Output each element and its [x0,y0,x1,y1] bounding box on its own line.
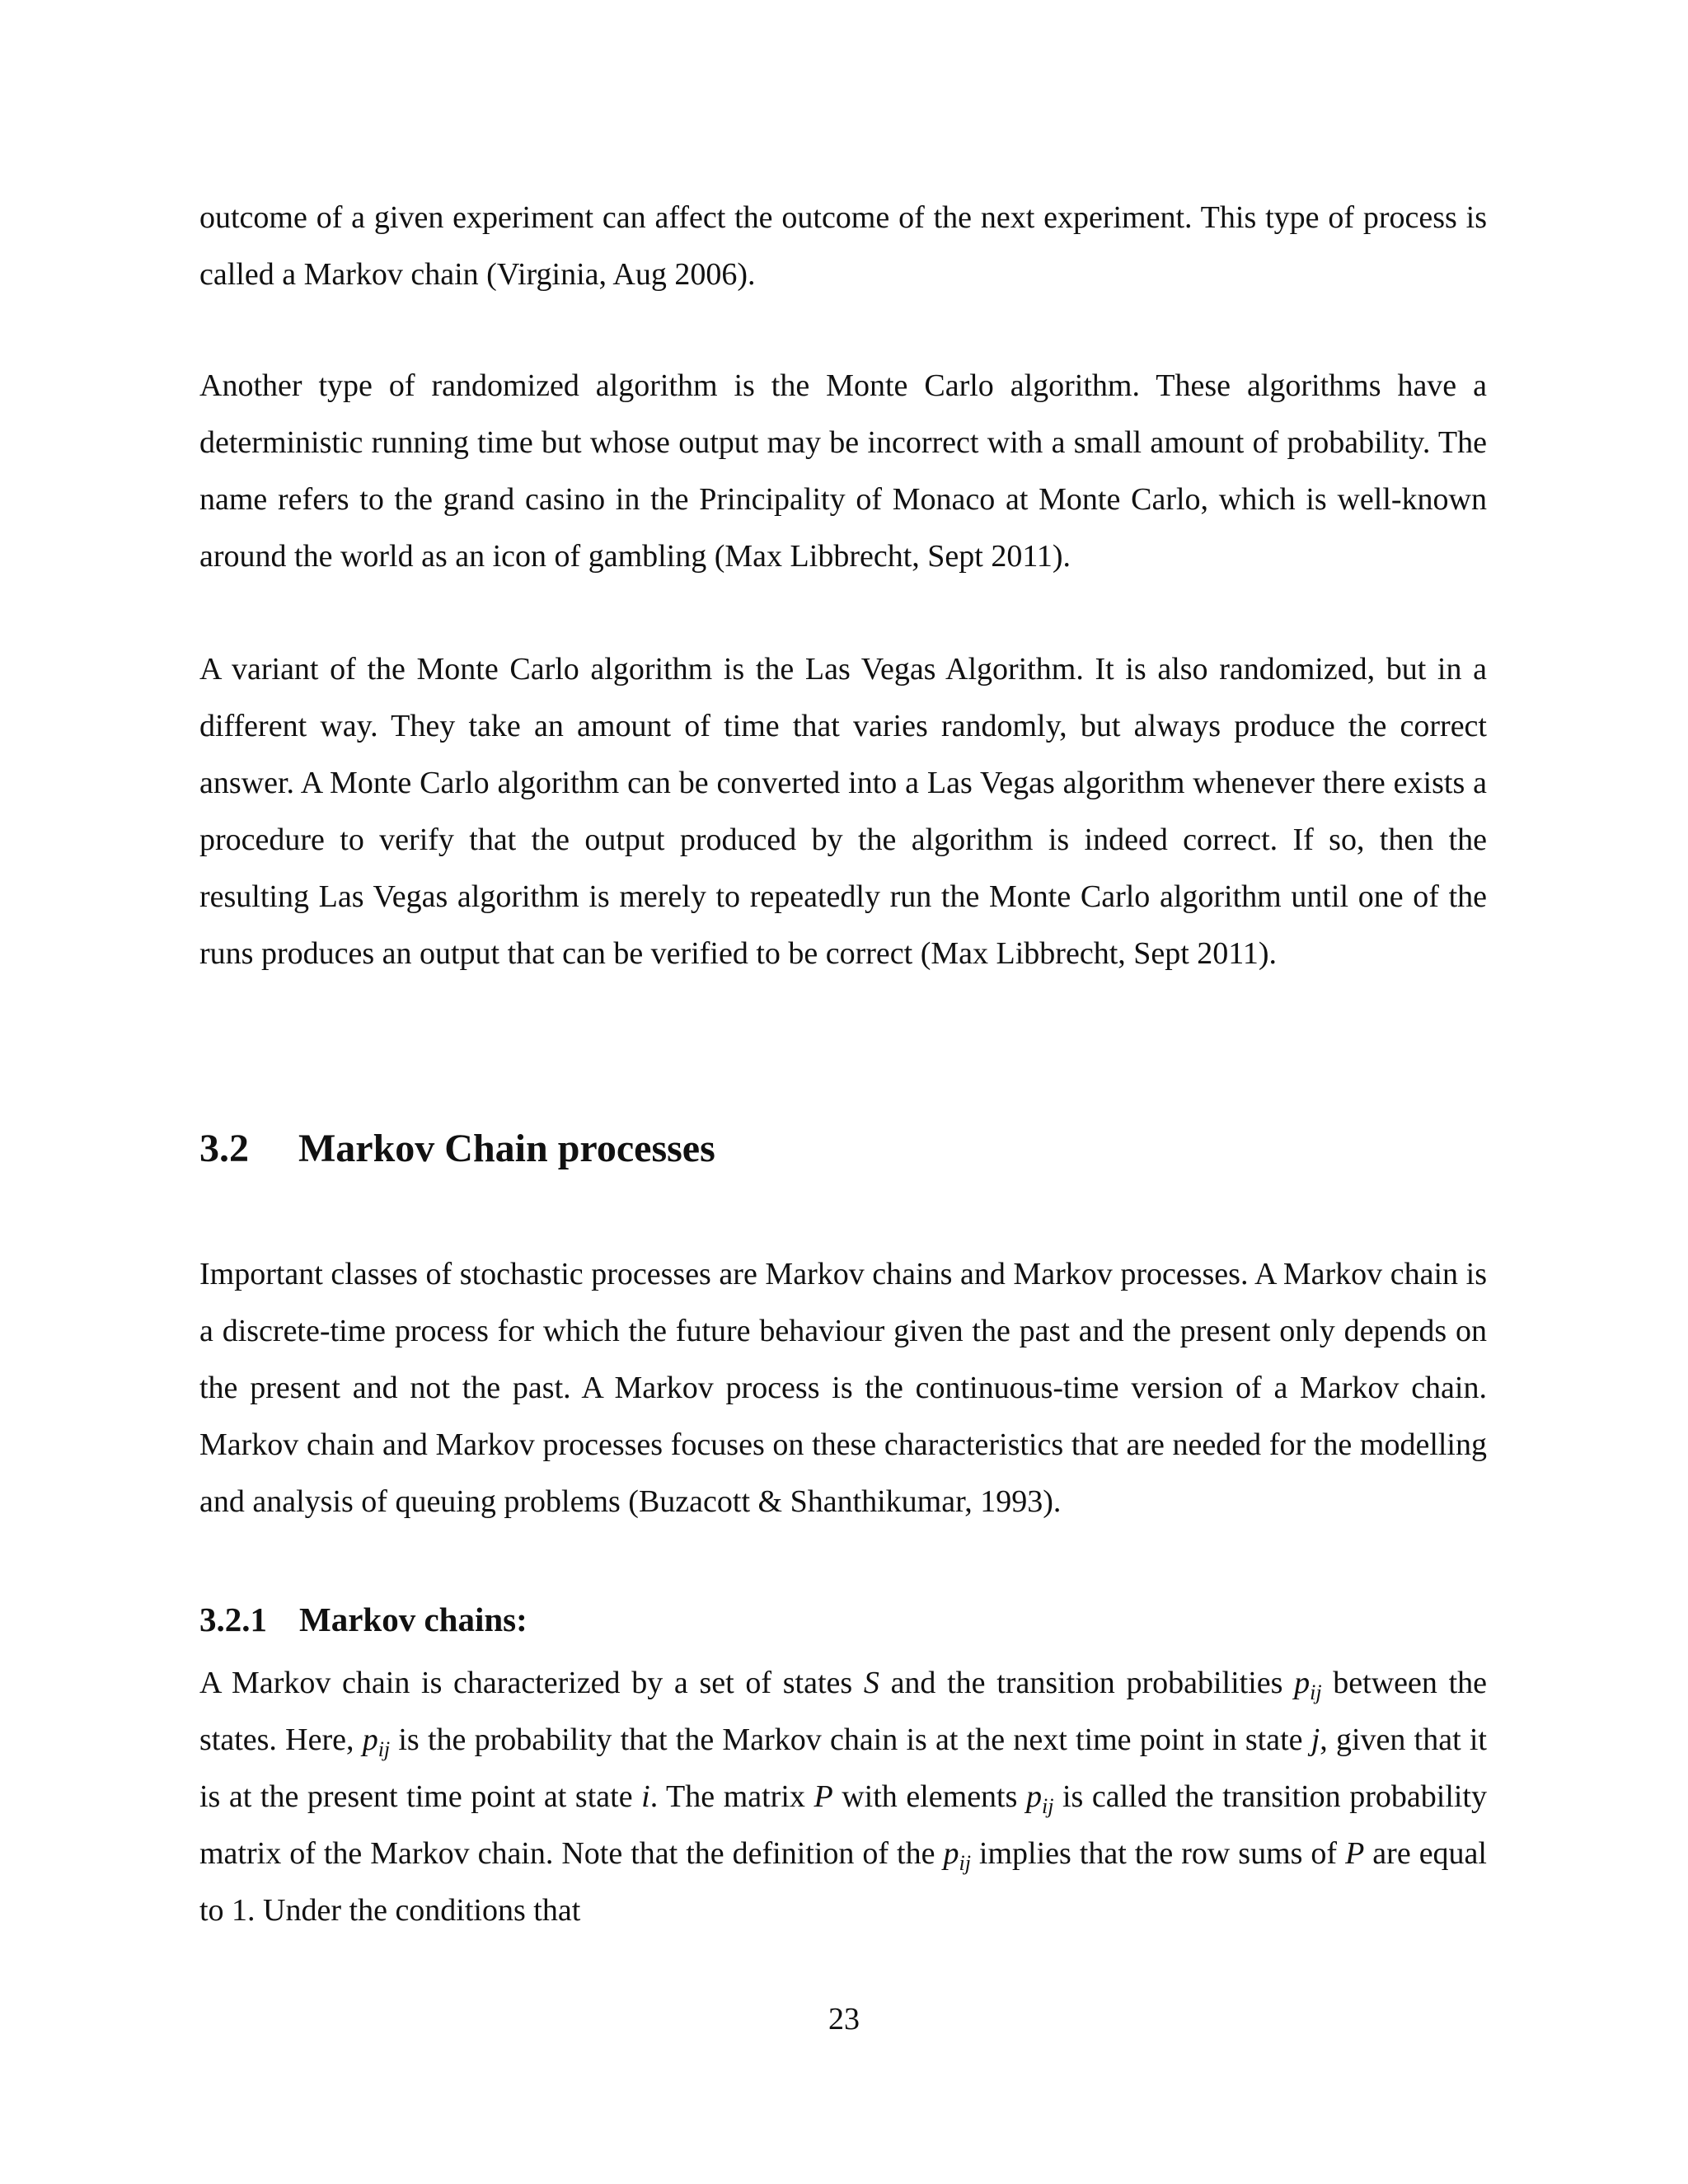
section-heading [199,1124,1487,1174]
subsection-number: 3.2.1 [199,1601,267,1638]
paragraph-text: A Markov chain is characterized by a set of states S and the transition probabilities $p_{ij}$ between the states. Here, $p_{ij}$ is the probability that the Markov chain is at the next time point in state j, given that it is at the present time point at state i. The matrix P with elements $p_{ij}$ is called the transition probability matrix of the Markov chain. Note that the definition of the $p_{ij}$ implies that the row sums of P are equal to 1. Under the conditions that [199,1666,1488,1928]
section-number: 3.2 [199,1127,249,1170]
paragraph-markov-intro [199,190,1487,303]
paragraph-text: Another type of randomized algorithm is the Monte Carlo algorithm. These algorithms have a deterministic running time but whose output may be incorrect with a small amount of probability. The name refers to the grand casino in the Principality of Monaco at Monte Carlo, which is well-known around the world as an icon of gambling (Max Libbrecht, Sept 2011). [199,368,1487,574]
section-title: Markov Chain processes [298,1127,715,1170]
subsection-heading [199,1596,1487,1643]
paragraph-monte-carlo [199,358,1487,585]
paragraph-text: outcome of a given experiment can affect the outcome of the next experiment. This type of process is called a Markov chain (Virginia, Aug 2006). [199,200,1487,292]
paragraph-text: A variant of the Monte Carlo algorithm is the Las Vegas Algorithm. It is also randomized, but in a different way. They take an amount of time that varies randomly, but always produce the correct answer. A Monte Carlo algorithm can be converted into a Las Vegas algorithm whenever there exists a procedure to verify that the output produced by the algorithm is indeed correct. If so, then the resulting Las Vegas algorithm is merely to repeatedly run the Monte Carlo algorithm until one of the runs produces an output that can be verified to be correct (Max Libbrecht, Sept 2011). [199,652,1487,971]
page-number: 23 [828,2002,860,2036]
paragraph-markov-chain-definition [199,1655,1487,1939]
paragraph-las-vegas [199,641,1487,982]
paragraph-text: Important classes of stochastic processes are Markov chains and Markov processes. A Markov chain is a discrete-time process for which the future behaviour given the past and the present only depends on the present and not the past. A Markov process is the continuous-time version of a Markov chain. Markov chain and Markov processes focuses on these characteristics that are needed for the modelling and analysis of queuing problems (Buzacott & Shanthikumar, 1993). [199,1257,1487,1519]
paragraph-stochastic-processes [199,1246,1487,1530]
subsection-title: Markov chains: [299,1601,528,1638]
